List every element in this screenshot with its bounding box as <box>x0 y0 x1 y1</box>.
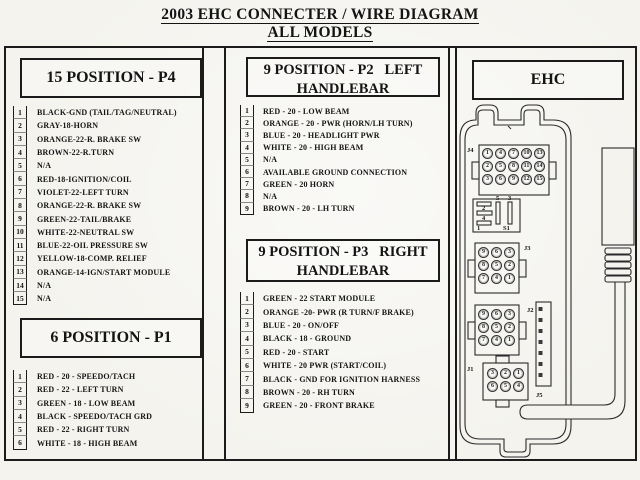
pin-8: 8 <box>478 260 489 271</box>
row-number: 8 <box>13 199 27 212</box>
antenna-connector <box>602 148 634 245</box>
j3-side-tab <box>519 260 526 277</box>
list-item <box>13 133 177 146</box>
row-number: 3 <box>13 133 27 146</box>
row-label: GREEN - 20 - FRONT BRAKE <box>263 401 375 411</box>
row-label: WHITE - 20 - HIGH BEAM <box>263 143 364 153</box>
pin-10: 10 <box>521 148 532 159</box>
column-divider <box>202 46 204 461</box>
list-item <box>13 199 177 212</box>
pin-9: 9 <box>508 174 519 185</box>
row-label: YELLOW-18-COMP. RELIEF <box>37 254 147 264</box>
pin-7: 7 <box>478 335 489 346</box>
pin-8: 8 <box>508 161 519 172</box>
list-item <box>240 105 413 117</box>
pin-4: 4 <box>491 273 502 284</box>
pin-4: 4 <box>495 148 506 159</box>
row-number: 14 <box>13 279 27 292</box>
row-label: N/A <box>37 281 52 290</box>
row-number: 1 <box>240 292 254 305</box>
row-label: ORANGE-14-IGN/START MODULE <box>37 267 171 277</box>
row-label: ORANGE-22-R. BRAKE SW <box>37 201 142 211</box>
p2-heading <box>246 57 440 97</box>
list-item <box>240 346 420 359</box>
p3-heading <box>246 239 440 282</box>
list-item <box>13 266 177 279</box>
pin-row <box>482 161 545 172</box>
s1-pin-bar <box>508 202 512 224</box>
row-number: 4 <box>240 142 254 154</box>
s1-pin-label: 3 <box>508 195 512 202</box>
row-number: 4 <box>13 146 27 159</box>
row-number: 2 <box>13 119 27 132</box>
row-label: BLACK - SPEEDO/TACH GRD <box>37 412 153 422</box>
row-number: 3 <box>240 319 254 332</box>
list-item <box>240 332 420 345</box>
pin-3: 3 <box>504 247 515 258</box>
row-label: RED - 20 - LOW BEAM <box>263 106 350 116</box>
row-number: 9 <box>240 399 254 412</box>
pin-row <box>478 335 515 346</box>
row-label: WHITE - 20 PWR (START/COIL) <box>263 361 387 371</box>
pin-3: 3 <box>482 174 493 185</box>
row-number: 3 <box>13 397 27 410</box>
pin-row <box>478 322 515 333</box>
list-item <box>240 399 420 412</box>
list-item <box>240 386 420 399</box>
pin-5: 5 <box>500 381 511 392</box>
row-label: RED - 22 - RIGHT TURN <box>37 425 130 435</box>
s1-pin-label: 2 <box>482 205 486 212</box>
list-item <box>240 166 413 178</box>
row-label: AVAILABLE GROUND CONNECTION <box>263 167 408 177</box>
p1-pin-list <box>13 370 152 450</box>
p2-heading-line2: HANDLEBAR <box>296 81 390 97</box>
row-label: RED - 22 - LEFT TURN <box>37 385 124 395</box>
pin-row <box>482 174 545 185</box>
pin-2: 2 <box>500 368 511 379</box>
row-label: RED-18-IGNITION/COIL <box>37 174 132 184</box>
j5-pin <box>539 362 543 366</box>
cable-rib <box>605 276 631 282</box>
page-subtitle: ALL MODELS <box>267 24 373 41</box>
row-number: 13 <box>13 266 27 279</box>
row-label: BLUE - 20 - HEADLIGHT PWR <box>263 130 380 140</box>
list-item <box>240 292 420 305</box>
page-title: 2003 EHC CONNECTER / WIRE DIAGRAM <box>161 6 479 23</box>
row-number: 1 <box>13 370 27 383</box>
row-label: GREEN - 18 - LOW BEAM <box>37 398 136 408</box>
column-divider <box>448 46 450 461</box>
row-number: 2 <box>240 117 254 129</box>
row-number: 6 <box>13 172 27 185</box>
row-label: BLACK-GND (TAIL/TAG/NEUTRAL) <box>37 108 177 118</box>
row-number: 9 <box>240 203 254 215</box>
row-number: 7 <box>13 186 27 199</box>
s1-pin-bar <box>496 202 500 224</box>
row-label: BLACK - GND FOR IGNITION HARNESS <box>263 374 421 384</box>
row-number: 6 <box>240 166 254 178</box>
row-label: GREEN - 20 HORN <box>263 179 335 189</box>
s1-pin-label: 1 <box>477 225 481 232</box>
pin-6: 6 <box>495 174 506 185</box>
list-item <box>13 106 177 119</box>
list-item <box>240 154 413 166</box>
row-number: 7 <box>240 372 254 385</box>
list-item <box>240 319 420 332</box>
row-label: BLUE - 20 - ON/OFF <box>263 320 340 330</box>
j3-label: J3 <box>524 245 531 252</box>
pin-7: 7 <box>478 273 489 284</box>
pin-5: 5 <box>495 161 506 172</box>
j3-side-tab <box>468 260 475 277</box>
row-label: GRAY-18-HORN <box>37 121 99 131</box>
s1-label: S1 <box>503 225 510 232</box>
row-label: GREEN-22-TAIL/BRAKE <box>37 214 132 224</box>
list-item <box>240 178 413 190</box>
pin-3: 3 <box>487 368 498 379</box>
list-item <box>13 436 152 449</box>
list-item <box>13 383 152 396</box>
row-number: 2 <box>240 305 254 318</box>
cable-rib <box>605 255 631 261</box>
list-item <box>13 252 177 265</box>
row-label: ORANGE-22-R. BRAKE SW <box>37 134 142 144</box>
row-number: 15 <box>13 292 27 305</box>
j2-pin-grid <box>478 309 515 346</box>
list-item <box>240 372 420 385</box>
list-item <box>240 142 413 154</box>
pin-6: 6 <box>491 247 502 258</box>
pin-row <box>478 273 515 284</box>
pin-9: 9 <box>478 247 489 258</box>
row-label: RED - 20 - START <box>263 347 330 357</box>
title-block <box>0 6 640 42</box>
row-number: 1 <box>240 105 254 117</box>
pin-6: 6 <box>487 381 498 392</box>
row-label: WHITE - 18 - HIGH BEAM <box>37 438 138 448</box>
p2-pin-list <box>240 105 413 215</box>
row-label: BROWN - 20 - LH TURN <box>263 204 355 214</box>
cable-rib <box>605 262 631 268</box>
j5-connector-outline <box>536 302 551 386</box>
p2-heading-line1: 9 POSITION - P2 LEFT <box>263 62 423 78</box>
p3-heading-line2: HANDLEBAR <box>296 263 390 279</box>
j4-side-tab <box>472 162 479 179</box>
column-divider <box>224 46 226 461</box>
row-number: 6 <box>240 359 254 372</box>
pin-15: 15 <box>534 174 545 185</box>
row-number: 7 <box>240 178 254 190</box>
j5-pin <box>539 351 543 355</box>
list-item <box>240 359 420 372</box>
row-number: 2 <box>13 383 27 396</box>
pin-13: 13 <box>534 148 545 159</box>
j1-bottom-tab <box>496 400 509 407</box>
pin-5: 5 <box>491 260 502 271</box>
j2-side-tab <box>519 322 526 339</box>
row-label: VIOLET-22-LEFT TURN <box>37 187 129 197</box>
pin-row <box>487 368 524 379</box>
row-label: BROWN - 20 - RH TURN <box>263 387 355 397</box>
list-item <box>13 292 177 305</box>
row-label: ORANGE -20- PWR (R TURN/F BRAKE) <box>263 307 414 317</box>
s1-pin-label: 4 <box>482 215 486 222</box>
j5-pin <box>539 340 543 344</box>
pin-4: 4 <box>491 335 502 346</box>
list-item <box>13 423 152 436</box>
row-number: 4 <box>240 332 254 345</box>
s1-pin-label: 5 <box>496 195 500 202</box>
row-number: 3 <box>240 129 254 141</box>
cable-rib <box>605 248 631 254</box>
pin-row <box>478 247 515 258</box>
j1-label: J1 <box>467 366 474 373</box>
row-label: RED - 20 - SPEEDO/TACH <box>37 372 136 382</box>
row-label: WHITE-22-NEUTRAL SW <box>37 227 135 237</box>
row-number: 10 <box>13 226 27 239</box>
list-item <box>13 159 177 172</box>
list-item <box>13 172 177 185</box>
list-item <box>13 226 177 239</box>
list-item <box>13 370 152 383</box>
row-number: 8 <box>240 190 254 202</box>
cable-assembly <box>520 148 634 419</box>
row-label: BLUE-22-OIL PRESSURE SW <box>37 241 149 251</box>
j5-label: J5 <box>536 392 543 399</box>
j2-side-tab <box>468 322 475 339</box>
list-item <box>240 190 413 202</box>
j3-pin-grid <box>478 247 515 284</box>
pin-1: 1 <box>504 335 515 346</box>
pin-2: 2 <box>504 260 515 271</box>
row-number: 5 <box>13 423 27 436</box>
row-label: N/A <box>263 191 278 201</box>
row-label: N/A <box>263 155 278 165</box>
pin-3: 3 <box>504 309 515 320</box>
list-item <box>13 186 177 199</box>
row-number: 8 <box>240 386 254 399</box>
row-label: N/A <box>37 161 52 171</box>
row-number: 11 <box>13 239 27 252</box>
row-number: 4 <box>13 410 27 423</box>
row-label: BLACK - 18 - GROUND <box>263 334 352 344</box>
row-number: 1 <box>13 106 27 119</box>
p4-pin-list <box>13 106 177 305</box>
row-number: 12 <box>13 252 27 265</box>
pin-14: 14 <box>534 161 545 172</box>
pin-1: 1 <box>482 148 493 159</box>
j5-pin <box>539 307 543 311</box>
row-label: GREEN - 22 START MODULE <box>263 294 376 304</box>
list-item <box>13 410 152 423</box>
j1-top-tab <box>496 356 509 363</box>
j4-side-tab <box>549 162 556 179</box>
row-label: BROWN-22-R.TURN <box>37 148 115 158</box>
pin-11: 11 <box>521 161 532 172</box>
list-item <box>13 239 177 252</box>
p4-heading: 15 POSITION - P4 <box>20 58 202 98</box>
pin-12: 12 <box>521 174 532 185</box>
pin-row <box>478 309 515 320</box>
pin-4: 4 <box>513 381 524 392</box>
ehc-heading: EHC <box>472 60 624 100</box>
pin-row <box>478 260 515 271</box>
pin-6: 6 <box>491 309 502 320</box>
row-number: 5 <box>240 154 254 166</box>
pin-9: 9 <box>478 309 489 320</box>
row-label: N/A <box>37 294 52 304</box>
row-number: 5 <box>13 159 27 172</box>
list-item <box>13 212 177 225</box>
j4-label: J4 <box>467 147 474 154</box>
list-item <box>13 397 152 410</box>
list-item <box>240 305 420 318</box>
j4-pin-grid <box>482 148 545 185</box>
pin-1: 1 <box>513 368 524 379</box>
p1-heading: 6 POSITION - P1 <box>20 318 202 358</box>
p3-pin-list <box>240 292 420 413</box>
pin-2: 2 <box>482 161 493 172</box>
p3-heading-line1: 9 POSITION - P3 RIGHT <box>258 244 428 260</box>
pin-1: 1 <box>504 273 515 284</box>
pin-2: 2 <box>504 322 515 333</box>
list-item <box>240 117 413 129</box>
j5-pin <box>539 329 543 333</box>
list-item <box>240 203 413 215</box>
row-number: 9 <box>13 212 27 225</box>
row-number: 5 <box>240 346 254 359</box>
list-item <box>13 119 177 132</box>
pin-row <box>482 148 545 159</box>
pin-row <box>487 381 524 392</box>
j2-label: J2 <box>527 307 534 314</box>
list-item <box>240 129 413 141</box>
pin-7: 7 <box>508 148 519 159</box>
list-item <box>13 146 177 159</box>
pin-8: 8 <box>478 322 489 333</box>
row-number: 6 <box>13 436 27 449</box>
j1-pin-grid <box>487 368 524 392</box>
j5-pin <box>539 318 543 322</box>
ehc-connector-panel <box>456 48 637 461</box>
list-item <box>13 279 177 292</box>
cable-rib <box>605 269 631 275</box>
body-top-tick <box>508 126 511 129</box>
j5-pin <box>539 373 543 377</box>
row-label: ORANGE - 20 - PWR (HORN/LH TURN) <box>263 118 413 128</box>
pin-5: 5 <box>491 322 502 333</box>
